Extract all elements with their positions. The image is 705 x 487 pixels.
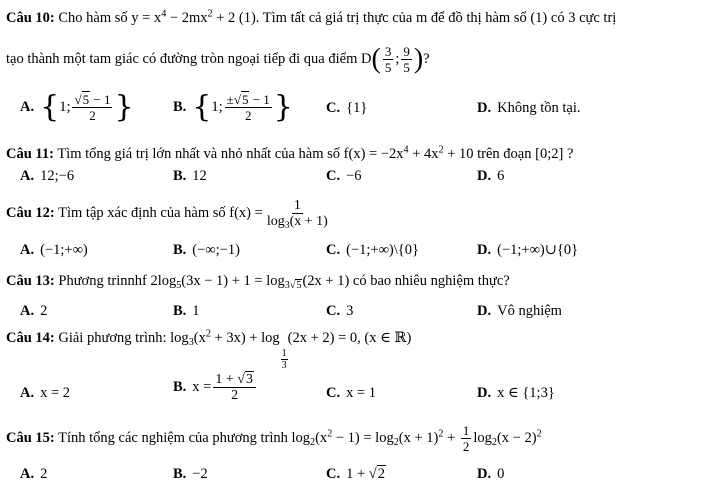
- question-text: Cho hàm số: [58, 10, 128, 26]
- question-13-options: [6, 302, 701, 320]
- option-c[interactable]: C. 1 + √2: [326, 466, 386, 482]
- option-d[interactable]: D. x ∈ {1;3}: [477, 385, 555, 401]
- option-b[interactable]: B. 12: [173, 168, 207, 184]
- question-14: [6, 329, 701, 371]
- question-text: Phương trinnhf: [58, 273, 147, 289]
- option-c[interactable]: C. x = 1: [326, 385, 377, 401]
- option-b[interactable]: B. x = $\frac{1 + √3}{2}$: [173, 372, 258, 403]
- question-11: [6, 145, 701, 163]
- option-c[interactable]: C. (−1;+∞)\{0}: [326, 242, 419, 258]
- option-a[interactable]: A. {1; $\frac{√5 - 1}{2}$ }: [20, 89, 134, 125]
- question-label: Câu 10:: [6, 10, 55, 26]
- option-a[interactable]: A. 2: [20, 466, 48, 482]
- question-label: Câu 14:: [6, 330, 55, 346]
- option-b[interactable]: B. 1: [173, 303, 200, 319]
- question-text: Giải phương trình:: [58, 330, 167, 346]
- option-c[interactable]: C. 3: [326, 303, 354, 319]
- question-mark: ?: [566, 146, 574, 162]
- question-10-line2: [6, 42, 701, 76]
- equation: $\log_3(x^2 + 3x) + \log$ $\frac{1}{3}$ (2x + 2) = 0, (x ∈ ℝ): [170, 328, 412, 371]
- question-text: có bao nhiêu nghiệm thực?: [352, 273, 510, 289]
- option-b[interactable]: B. −2: [173, 466, 208, 482]
- question-label: Câu 13:: [6, 273, 55, 289]
- point-d: D( $\frac{3}{5}$ ; $\frac{9}{5}$ )?: [361, 43, 430, 76]
- equation: $\log_2(x^2 - 1) = \log_2(x + 1)^2$ + $\frac{1}{2}$ $\log_2(x - 2)^2$: [291, 423, 542, 455]
- option-a[interactable]: A. (−1;+∞): [20, 242, 88, 258]
- question-label: Câu 12:: [6, 205, 55, 221]
- question-label: Câu 15:: [6, 430, 55, 446]
- question-text: Tìm tất cả giá trị thực của m để đồ thị hàm số (1) có 3 cực trị: [262, 10, 617, 26]
- interval: [0;2]: [535, 146, 564, 162]
- option-b[interactable]: B. (−∞;−1): [173, 242, 240, 258]
- option-d[interactable]: D. Vô nghiệm: [477, 303, 562, 319]
- equation: $2\log_5(3x - 1) + 1 = \log_{3√5}(2x + 1)$: [150, 273, 350, 292]
- option-a[interactable]: A. 2: [20, 303, 48, 319]
- option-a[interactable]: A. 12;−6: [20, 168, 75, 184]
- question-text: Tìm tổng giá trị lớn nhất và nhỏ nhất của hàm số: [57, 146, 341, 162]
- option-d[interactable]: D. 0: [477, 466, 505, 482]
- question-text: trên đoạn: [477, 146, 532, 162]
- function-expression: f(x) = $\frac{1}{\log_3(x + 1)}$: [229, 198, 328, 232]
- option-d[interactable]: D. (−1;+∞)∪{0}: [477, 242, 579, 258]
- question-12-options: [6, 241, 701, 259]
- question-15: [6, 421, 701, 455]
- option-a[interactable]: A. x = 2: [20, 385, 71, 401]
- option-d[interactable]: D. Không tồn tại.: [477, 100, 581, 116]
- question-label: Câu 11:: [6, 146, 54, 162]
- function-expression: $f(x) = -2x^4 + 4x^2 + 10$: [343, 144, 474, 162]
- question-text: Tìm tập xác định của hàm số: [58, 205, 226, 221]
- question-text: Tính tổng các nghiệm của phương trình: [58, 430, 288, 446]
- option-d[interactable]: D. 6: [477, 168, 505, 184]
- question-12: [6, 196, 701, 230]
- option-b[interactable]: B. {1; $\frac{\pm√5 - 1}{2}$ }: [173, 89, 293, 125]
- question-13: [6, 272, 701, 290]
- function-expression: $y = x^4 - 2mx^2 + 2$ (1).: [131, 8, 260, 26]
- question-10-options: [6, 89, 701, 126]
- question-text: tạo thành một tam giác có đường tròn ngoại tiếp đi qua điểm: [6, 51, 358, 67]
- option-c[interactable]: C. {1}: [326, 100, 368, 116]
- option-c[interactable]: C. −6: [326, 168, 362, 184]
- question-11-options: [6, 167, 701, 185]
- question-14-options: [6, 372, 701, 408]
- question-15-options: [6, 465, 701, 483]
- question-10: [6, 9, 701, 27]
